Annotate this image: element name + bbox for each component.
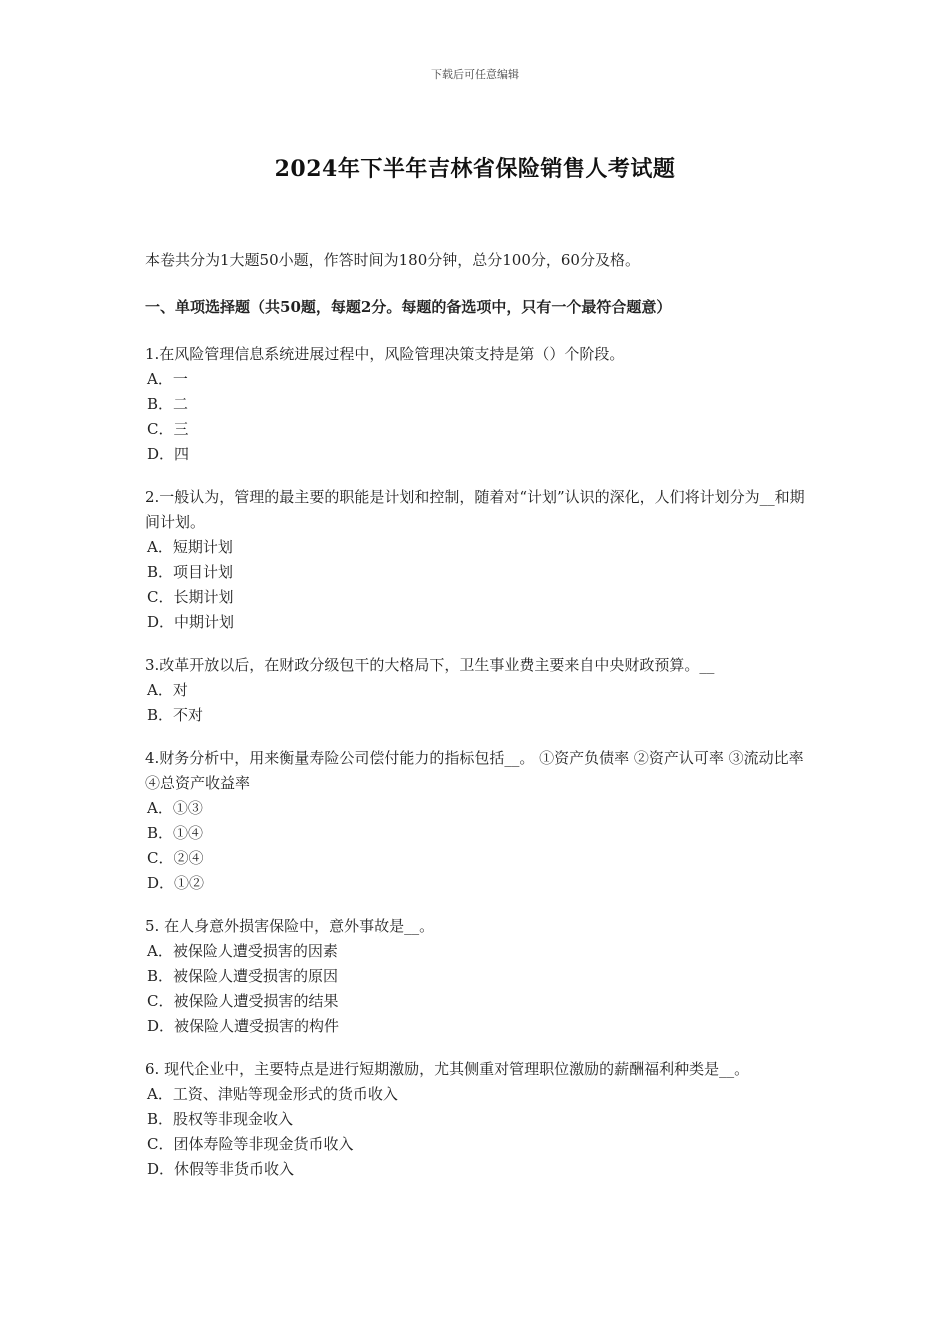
option-d: D．被保险人遭受损害的构件 — [147, 1017, 340, 1035]
document-body — [145, 248, 810, 1200]
question-text: 2.一般认为，管理的最主要的职能是计划和控制，随着对“计划”认识的深化，人们将计划分为__和期间计划。 — [145, 488, 805, 531]
option-b: B．项目计划 — [147, 563, 234, 581]
question-text: 3.改革开放以后，在财政分级包干的大格局下，卫生事业费主要来自中央财政预算。__ — [145, 656, 715, 674]
option-b: B．①④ — [147, 824, 204, 842]
page-header-note: 下载后可任意编辑 — [431, 68, 519, 81]
option-b: B．不对 — [147, 706, 204, 724]
section-heading: 一、单项选择题（共50题，每题2分。每题的备选项中，只有一个最符合题意） — [145, 298, 672, 316]
question-text: 5. 在人身意外损害保险中，意外事故是__。 — [145, 917, 435, 935]
option-d: D．①② — [147, 874, 205, 892]
option-b: B．二 — [147, 395, 189, 413]
document-title: 2024年下半年吉林省保险销售人考试题 — [274, 156, 676, 182]
option-c: C．②④ — [147, 849, 204, 867]
option-c: C．被保险人遭受损害的结果 — [147, 992, 339, 1010]
option-d: D．中期计划 — [147, 613, 235, 631]
option-b: B．股权等非现金收入 — [147, 1110, 294, 1128]
question-4 — [145, 746, 810, 896]
option-c: C．三 — [147, 420, 189, 438]
option-a: A．被保险人遭受损害的因素 — [147, 942, 338, 960]
question-1 — [145, 342, 810, 467]
exam-intro: 本卷共分为1大题50小题，作答时间为180分钟，总分100分，60分及格。 — [145, 251, 640, 269]
option-a: A．对 — [147, 681, 188, 699]
question-text: 6. 现代企业中，主要特点是进行短期激励，尤其侧重对管理职位激励的薪酬福利种类是__。 — [145, 1060, 750, 1078]
option-b: B．被保险人遭受损害的原因 — [147, 967, 339, 985]
option-d: D．四 — [147, 445, 190, 463]
option-a: A．短期计划 — [147, 538, 233, 556]
question-5 — [145, 914, 810, 1039]
option-a: A．一 — [147, 370, 188, 388]
question-3 — [145, 653, 810, 728]
option-d: D．休假等非货币收入 — [147, 1160, 295, 1178]
question-2 — [145, 485, 810, 635]
question-6 — [145, 1057, 810, 1182]
question-text: 1.在风险管理信息系统进展过程中，风险管理决策支持是第（）个阶段。 — [145, 345, 625, 363]
question-text: 4.财务分析中，用来衡量寿险公司偿付能力的指标包括__。 ①资产负债率 ②资产认可率 ③流动比率 ④总资产收益率 — [145, 749, 804, 792]
option-c: C．团体寿险等非现金货币收入 — [147, 1135, 354, 1153]
option-a: A．工资、津贴等现金形式的货币收入 — [147, 1085, 398, 1103]
option-c: C．长期计划 — [147, 588, 234, 606]
option-a: A．①③ — [147, 799, 203, 817]
